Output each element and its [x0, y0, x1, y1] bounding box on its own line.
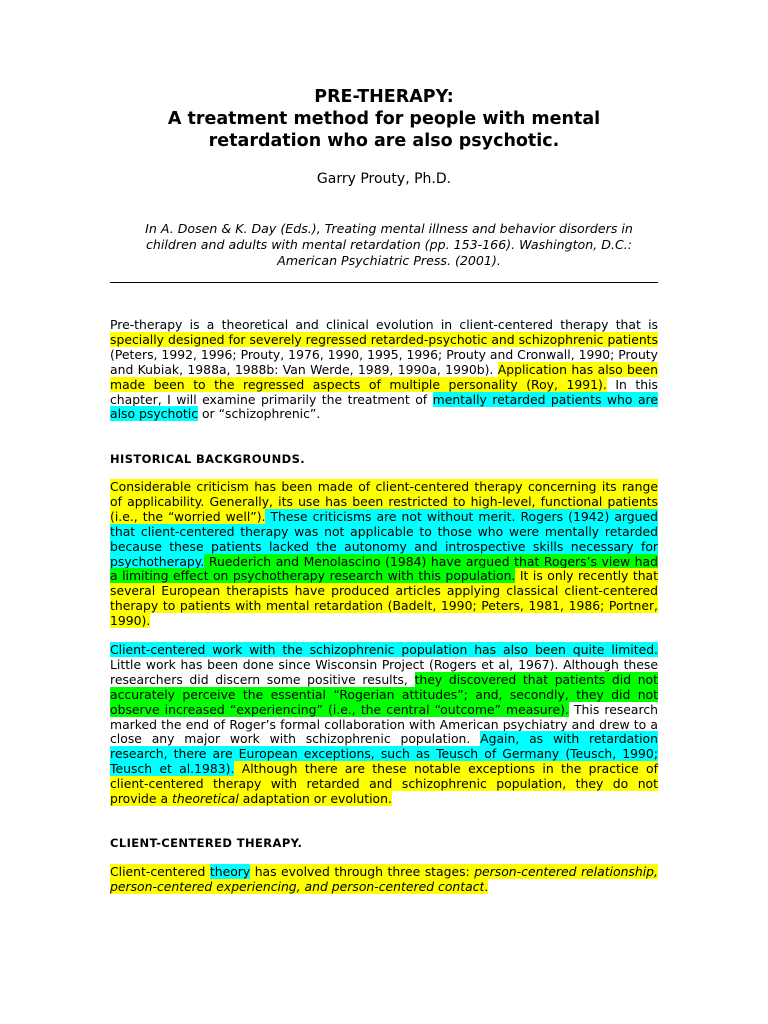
historical1-highlight-green: Ruederich and Menolascino (1984) have argued that Rogers’s view had a limiting effect on psychotherapy research with this population.	[110, 553, 658, 584]
intro-text-1: Pre-therapy is a theoretical and clinical evolution in client-centered therapy that is	[110, 317, 658, 332]
horizontal-rule	[110, 282, 658, 283]
historical2-highlight-cyan-2: Again, as with retardation research, there are European exceptions, such as Teusch of Germany (Teusch, 1990; Teusch et al.1983).	[110, 731, 658, 777]
intro-highlight-yellow-2: Application has also been made been to the regressed aspects of multiple personality (Roy, 1991).	[110, 361, 658, 392]
client-highlight-yellow-1: Client-centered	[110, 864, 210, 879]
citation-line-1: In A. Dosen & K. Day (Eds.), Treating mental illness and behavior disorders in	[145, 221, 633, 236]
client-centered-paragraph	[110, 865, 658, 895]
historical2-highlight-yellow-italic: theoretical	[172, 791, 239, 807]
historical2-highlight-yellow-2: adaptation or evolution.	[238, 791, 392, 807]
client-highlight-yellow-2: has evolved through three stages:	[250, 864, 475, 879]
citation	[110, 221, 668, 269]
historical2-text-2: This research marked the end of Roger’s formal collaboration with American psychiatry and drew to a close any major work with schizophrenic population.	[110, 701, 658, 747]
intro-highlight-cyan: mentally retarded patients who are also psychotic	[110, 391, 658, 422]
document-title	[0, 86, 768, 152]
intro-paragraph	[110, 318, 658, 422]
historical1-highlight-cyan: These criticisms are not without merit. Rogers (1942) argued that client-centered therapy was not applicable to those who were mentally retarded because these patients lacked the autonomy and introspective skills necessary for psychotherapy.	[110, 508, 658, 569]
citation-line-3: American Psychiatric Press. (2001).	[277, 253, 501, 268]
intro-text-2: (Peters, 1992, 1996; Prouty, 1976, 1990, 1995, 1996; Prouty and Cronwall, 1990; Prouty and Kubiak, 1988a, 1988b: Van Werde, 1989, 1990a, 1990b).	[110, 346, 658, 377]
intro-text-3: In this chapter, I will examine primarily the treatment of	[110, 376, 658, 407]
historical-paragraph-1	[110, 480, 658, 629]
historical2-highlight-yellow-1: Although there are these notable exceptions in the practice of client-centered therapy with retarded and schizophrenic population, they do not provide a	[110, 761, 658, 807]
historical1-highlight-yellow-2: It is only recently that several European therapists have produced articles applying classical client-centered therapy to patients with mental retardation (Badelt, 1990; Peters, 1981, 1986; Portner, 1990).	[110, 568, 659, 629]
title-line-1: PRE-THERAPY:	[314, 87, 454, 107]
title-line-2: A treatment method for people with mental	[167, 109, 601, 129]
historical-paragraph-2	[110, 643, 658, 807]
client-highlight-cyan: theory	[209, 864, 251, 879]
client-highlight-yellow-3: .	[484, 878, 489, 894]
historical2-text-1: Little work has been done since Wisconsin Project (Rogers et al, 1967). Although these researchers did discern some positive results,	[110, 656, 658, 687]
historical2-highlight-green: they discovered that patients did not accurately perceive the essential “Rogerian attitudes”; and, secondly, they did not observe increased “experiencing” (i.e., the central “outcome” measure).	[110, 671, 658, 717]
title-line-3: retardation who are also psychotic.	[208, 131, 560, 151]
historical2-highlight-cyan-1: Client-centered work with the schizophrenic population has also been quite limited.	[110, 642, 658, 657]
historical1-highlight-yellow-1: Considerable criticism has been made of client-centered therapy concerning its range of applicability. Generally, its use has been restricted to high-level, functional patients (i.e., the “worried well”).	[110, 479, 658, 524]
author-name: Garry Prouty, Ph.D.	[316, 171, 452, 187]
intro-text-4: or “schizophrenic”.	[198, 406, 321, 422]
intro-highlight-yellow-1: specially designed for severely regressed retarded-psychotic and schizophrenic patients	[110, 331, 658, 347]
client-highlight-yellow-italic: person-centered relationship, person-centered experiencing, and person-centered contact	[110, 864, 658, 894]
heading-client-centered-therapy: CLIENT-CENTERED THERAPY.	[110, 836, 303, 850]
heading-historical-backgrounds: HISTORICAL BACKGROUNDS.	[110, 452, 306, 466]
citation-line-2: children and adults with mental retardation (pp. 153-166). Washington, D.C.:	[146, 237, 632, 252]
